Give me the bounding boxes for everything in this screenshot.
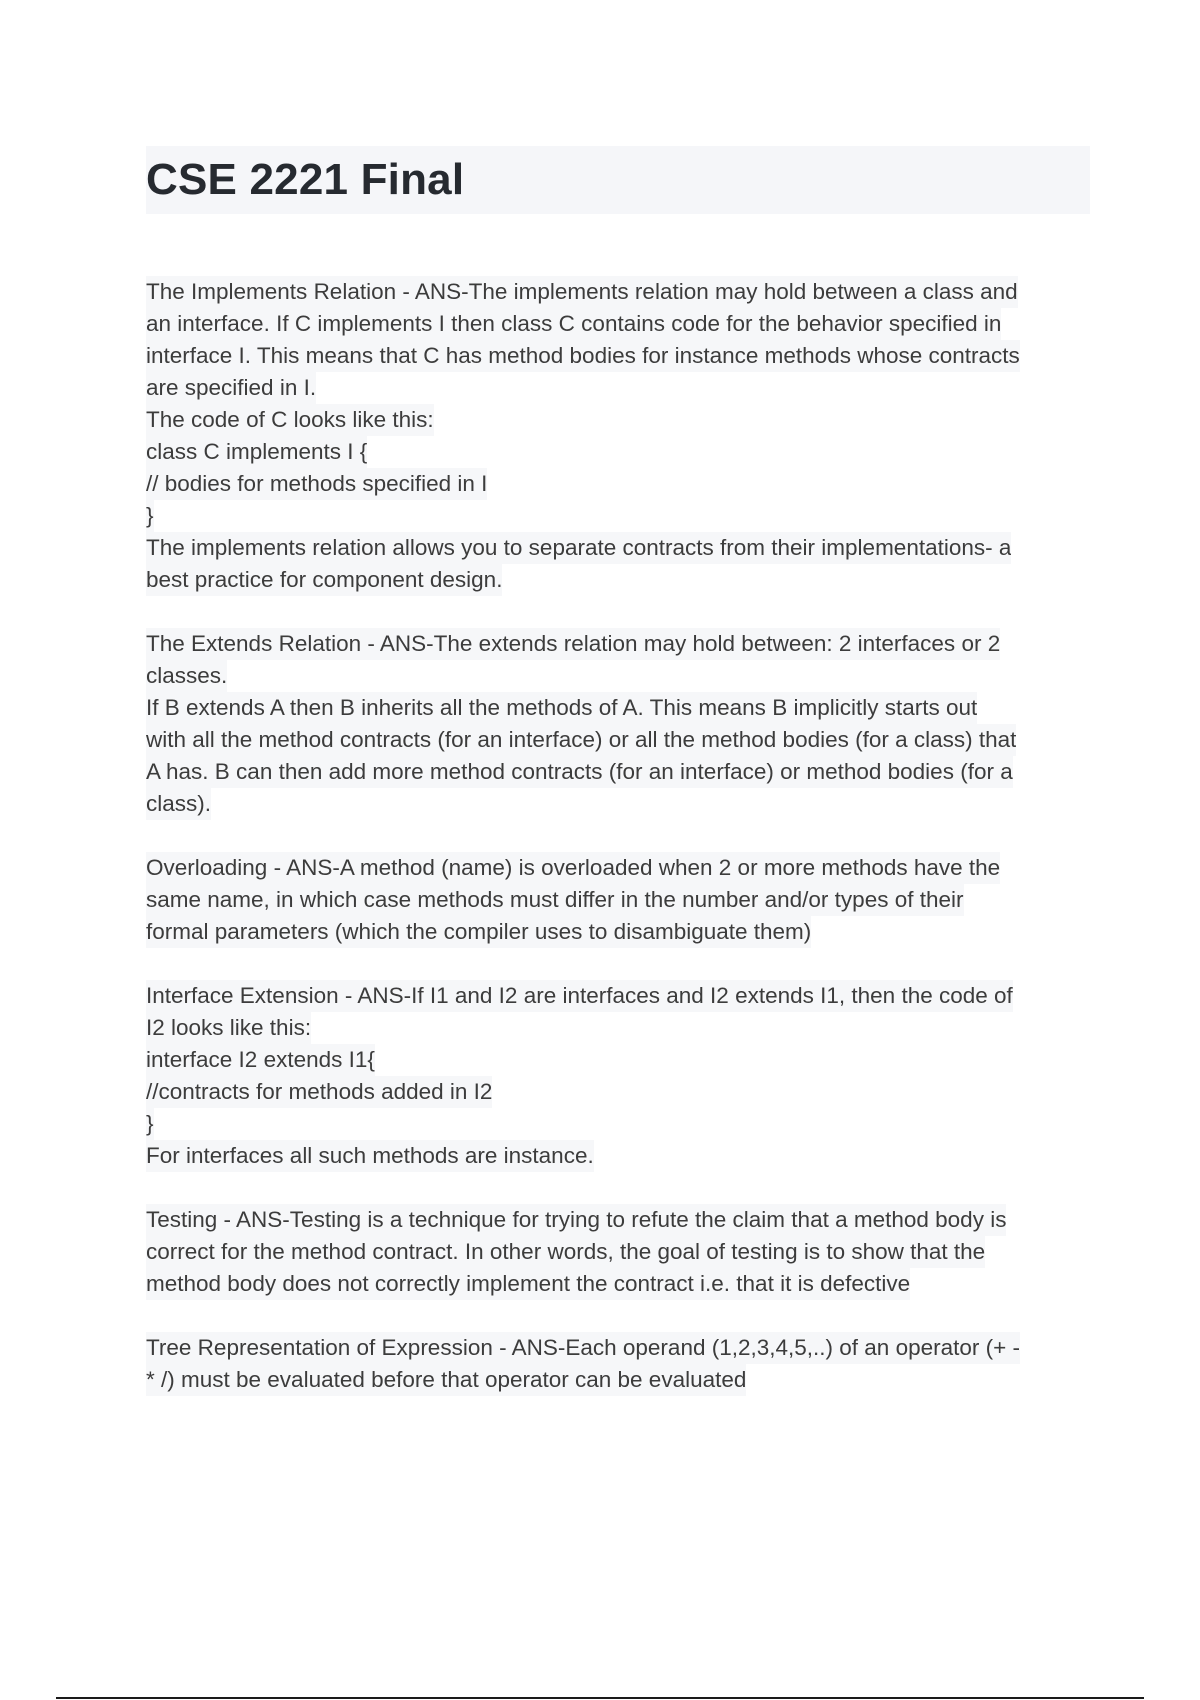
document-page [146, 146, 1090, 1428]
text-line: Tree Representation of Expression - ANS-Each operand (1,2,3,4,5,..) of an operator (+ - [146, 1332, 1020, 1364]
title-bar [146, 146, 1090, 214]
text-line: class). [146, 788, 211, 820]
code-line: // bodies for methods specified in I [146, 468, 487, 500]
text-line: same name, in which case methods must differ in the number and/or types of their [146, 884, 964, 916]
text-line: * /) must be evaluated before that operator can be evaluated [146, 1364, 746, 1396]
text-line: correct for the method contract. In other words, the goal of testing is to show that the [146, 1236, 985, 1268]
code-line: } [146, 500, 154, 532]
text-line: are specified in I. [146, 372, 316, 404]
text-line: The Implements Relation - ANS-The implements relation may hold between a class and [146, 276, 1018, 308]
text-line: Testing - ANS-Testing is a technique for trying to refute the claim that a method body is [146, 1204, 1006, 1236]
text-line: If B extends A then B inherits all the methods of A. This means B implicitly starts out [146, 692, 977, 724]
code-line: } [146, 1108, 154, 1140]
text-line: method body does not correctly implement the contract i.e. that it is defective [146, 1268, 910, 1300]
text-line: formal parameters (which the compiler uses to disambiguate them) [146, 916, 811, 948]
text-line: best practice for component design. [146, 564, 502, 596]
qa-entry-extends-relation [146, 628, 1090, 820]
qa-entry-tree-representation [146, 1332, 1090, 1396]
code-line: //contracts for methods added in I2 [146, 1076, 492, 1108]
page-title: CSE 2221 Final [146, 155, 465, 204]
footer-divider [56, 1697, 1144, 1699]
qa-entry-implements-relation [146, 276, 1090, 596]
text-line: I2 looks like this: [146, 1012, 311, 1044]
text-line: an interface. If C implements I then class C contains code for the behavior specified in [146, 308, 1001, 340]
qa-entry-overloading [146, 852, 1090, 948]
text-line: The Extends Relation - ANS-The extends relation may hold between: 2 interfaces or 2 [146, 628, 1000, 660]
text-line: classes. [146, 660, 227, 692]
text-line: For interfaces all such methods are instance. [146, 1140, 594, 1172]
text-line: The implements relation allows you to separate contracts from their implementations- a [146, 532, 1011, 564]
code-line: class C implements I { [146, 436, 367, 468]
text-line: Overloading - ANS-A method (name) is overloaded when 2 or more methods have the [146, 852, 1000, 884]
text-line: A has. B can then add more method contracts (for an interface) or method bodies (for a [146, 756, 1013, 788]
qa-entry-testing [146, 1204, 1090, 1300]
qa-entry-interface-extension [146, 980, 1090, 1172]
text-line: The code of C looks like this: [146, 404, 434, 436]
text-line: with all the method contracts (for an interface) or all the method bodies (for a class) that [146, 724, 1016, 756]
qa-list [146, 276, 1090, 1396]
code-line: interface I2 extends I1{ [146, 1044, 375, 1076]
text-line: interface I. This means that C has method bodies for instance methods whose contracts [146, 340, 1020, 372]
text-line: Interface Extension - ANS-If I1 and I2 are interfaces and I2 extends I1, then the code of [146, 980, 1013, 1012]
